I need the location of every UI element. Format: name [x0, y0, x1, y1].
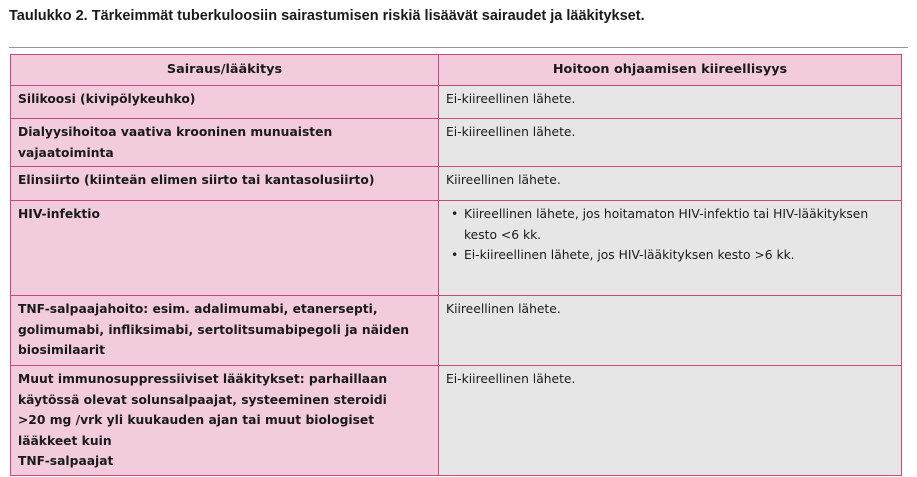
urgency-cell [439, 119, 902, 167]
bullet-icon: • [451, 207, 459, 221]
header-urgency: Hoitoon ohjaamisen kiireellisyys [439, 55, 902, 86]
table-caption: Taulukko 2. Tärkeimmät tuberkuloosiin sairastumisen riskiä lisäävät sairaudet ja lääkitykset. [9, 8, 645, 24]
condition-cell [11, 201, 439, 296]
condition-text: käytössä olevat solunsalpaajat, systeeminen steroidi [18, 392, 387, 407]
table-row [11, 119, 902, 167]
urgency-cell [439, 167, 902, 201]
header-row [11, 55, 902, 86]
caption-divider [9, 47, 908, 48]
table-row [11, 201, 902, 296]
urgency-cell [439, 366, 902, 476]
condition-text: Silikoosi (kivipölykeuhko) [18, 92, 196, 106]
urgency-bullet-list [446, 204, 894, 266]
bullet-icon: • [451, 248, 459, 262]
bullet-line: Ei-kiireellinen lähete, jos HIV-lääkityksen kesto >6 kk. [464, 248, 795, 262]
condition-cell [11, 119, 439, 167]
urgency-cell [439, 201, 902, 296]
table-row [11, 86, 902, 119]
table-row [11, 167, 902, 201]
condition-cell [11, 296, 439, 366]
urgency-bullet [451, 245, 894, 266]
urgency-text: Kiireellinen lähete. [446, 173, 561, 187]
condition-text: Elinsiirto (kiinteän elimen siirto tai kantasolusiirto) [18, 173, 375, 187]
condition-text: TNF-salpaajahoito: esim. adalimumabi, etanersepti, [18, 302, 378, 316]
condition-text: Dialyysihoitoa vaativa krooninen munuaisten vajaatoiminta [18, 125, 333, 160]
condition-cell [11, 167, 439, 201]
urgency-cell [439, 296, 902, 366]
condition-text: Muut immunosuppressiiviset lääkitykset: parhaillaan [18, 372, 388, 386]
condition-text: >20 mg /vrk yli kuukauden ajan tai muut biologiset lääkkeet kuin [18, 413, 375, 448]
urgency-text: Ei-kiireellinen lähete. [446, 92, 576, 106]
bullet-line: Kiireellinen lähete, jos hoitamaton HIV-infektio tai HIV-lääkityksen [464, 207, 869, 221]
urgency-text: Ei-kiireellinen lähete. [446, 372, 576, 386]
header-condition: Sairaus/lääkitys [11, 55, 439, 86]
condition-text: TNF-salpaajat [18, 454, 114, 468]
table-row [11, 366, 902, 476]
table-row [11, 296, 902, 366]
urgency-bullet [451, 204, 894, 245]
bullet-line: kesto <6 kk. [464, 227, 542, 242]
urgency-text: Kiireellinen lähete. [446, 302, 561, 316]
condition-text: golimumabi, infliksimabi, sertolitsumabipegoli ja näiden [18, 322, 410, 337]
condition-cell [11, 86, 439, 119]
urgency-cell [439, 86, 902, 119]
condition-text: HIV-infektio [18, 207, 100, 221]
risk-table [10, 54, 902, 476]
condition-cell [11, 366, 439, 476]
condition-text: biosimilaarit [18, 343, 105, 357]
urgency-text: Ei-kiireellinen lähete. [446, 125, 576, 139]
